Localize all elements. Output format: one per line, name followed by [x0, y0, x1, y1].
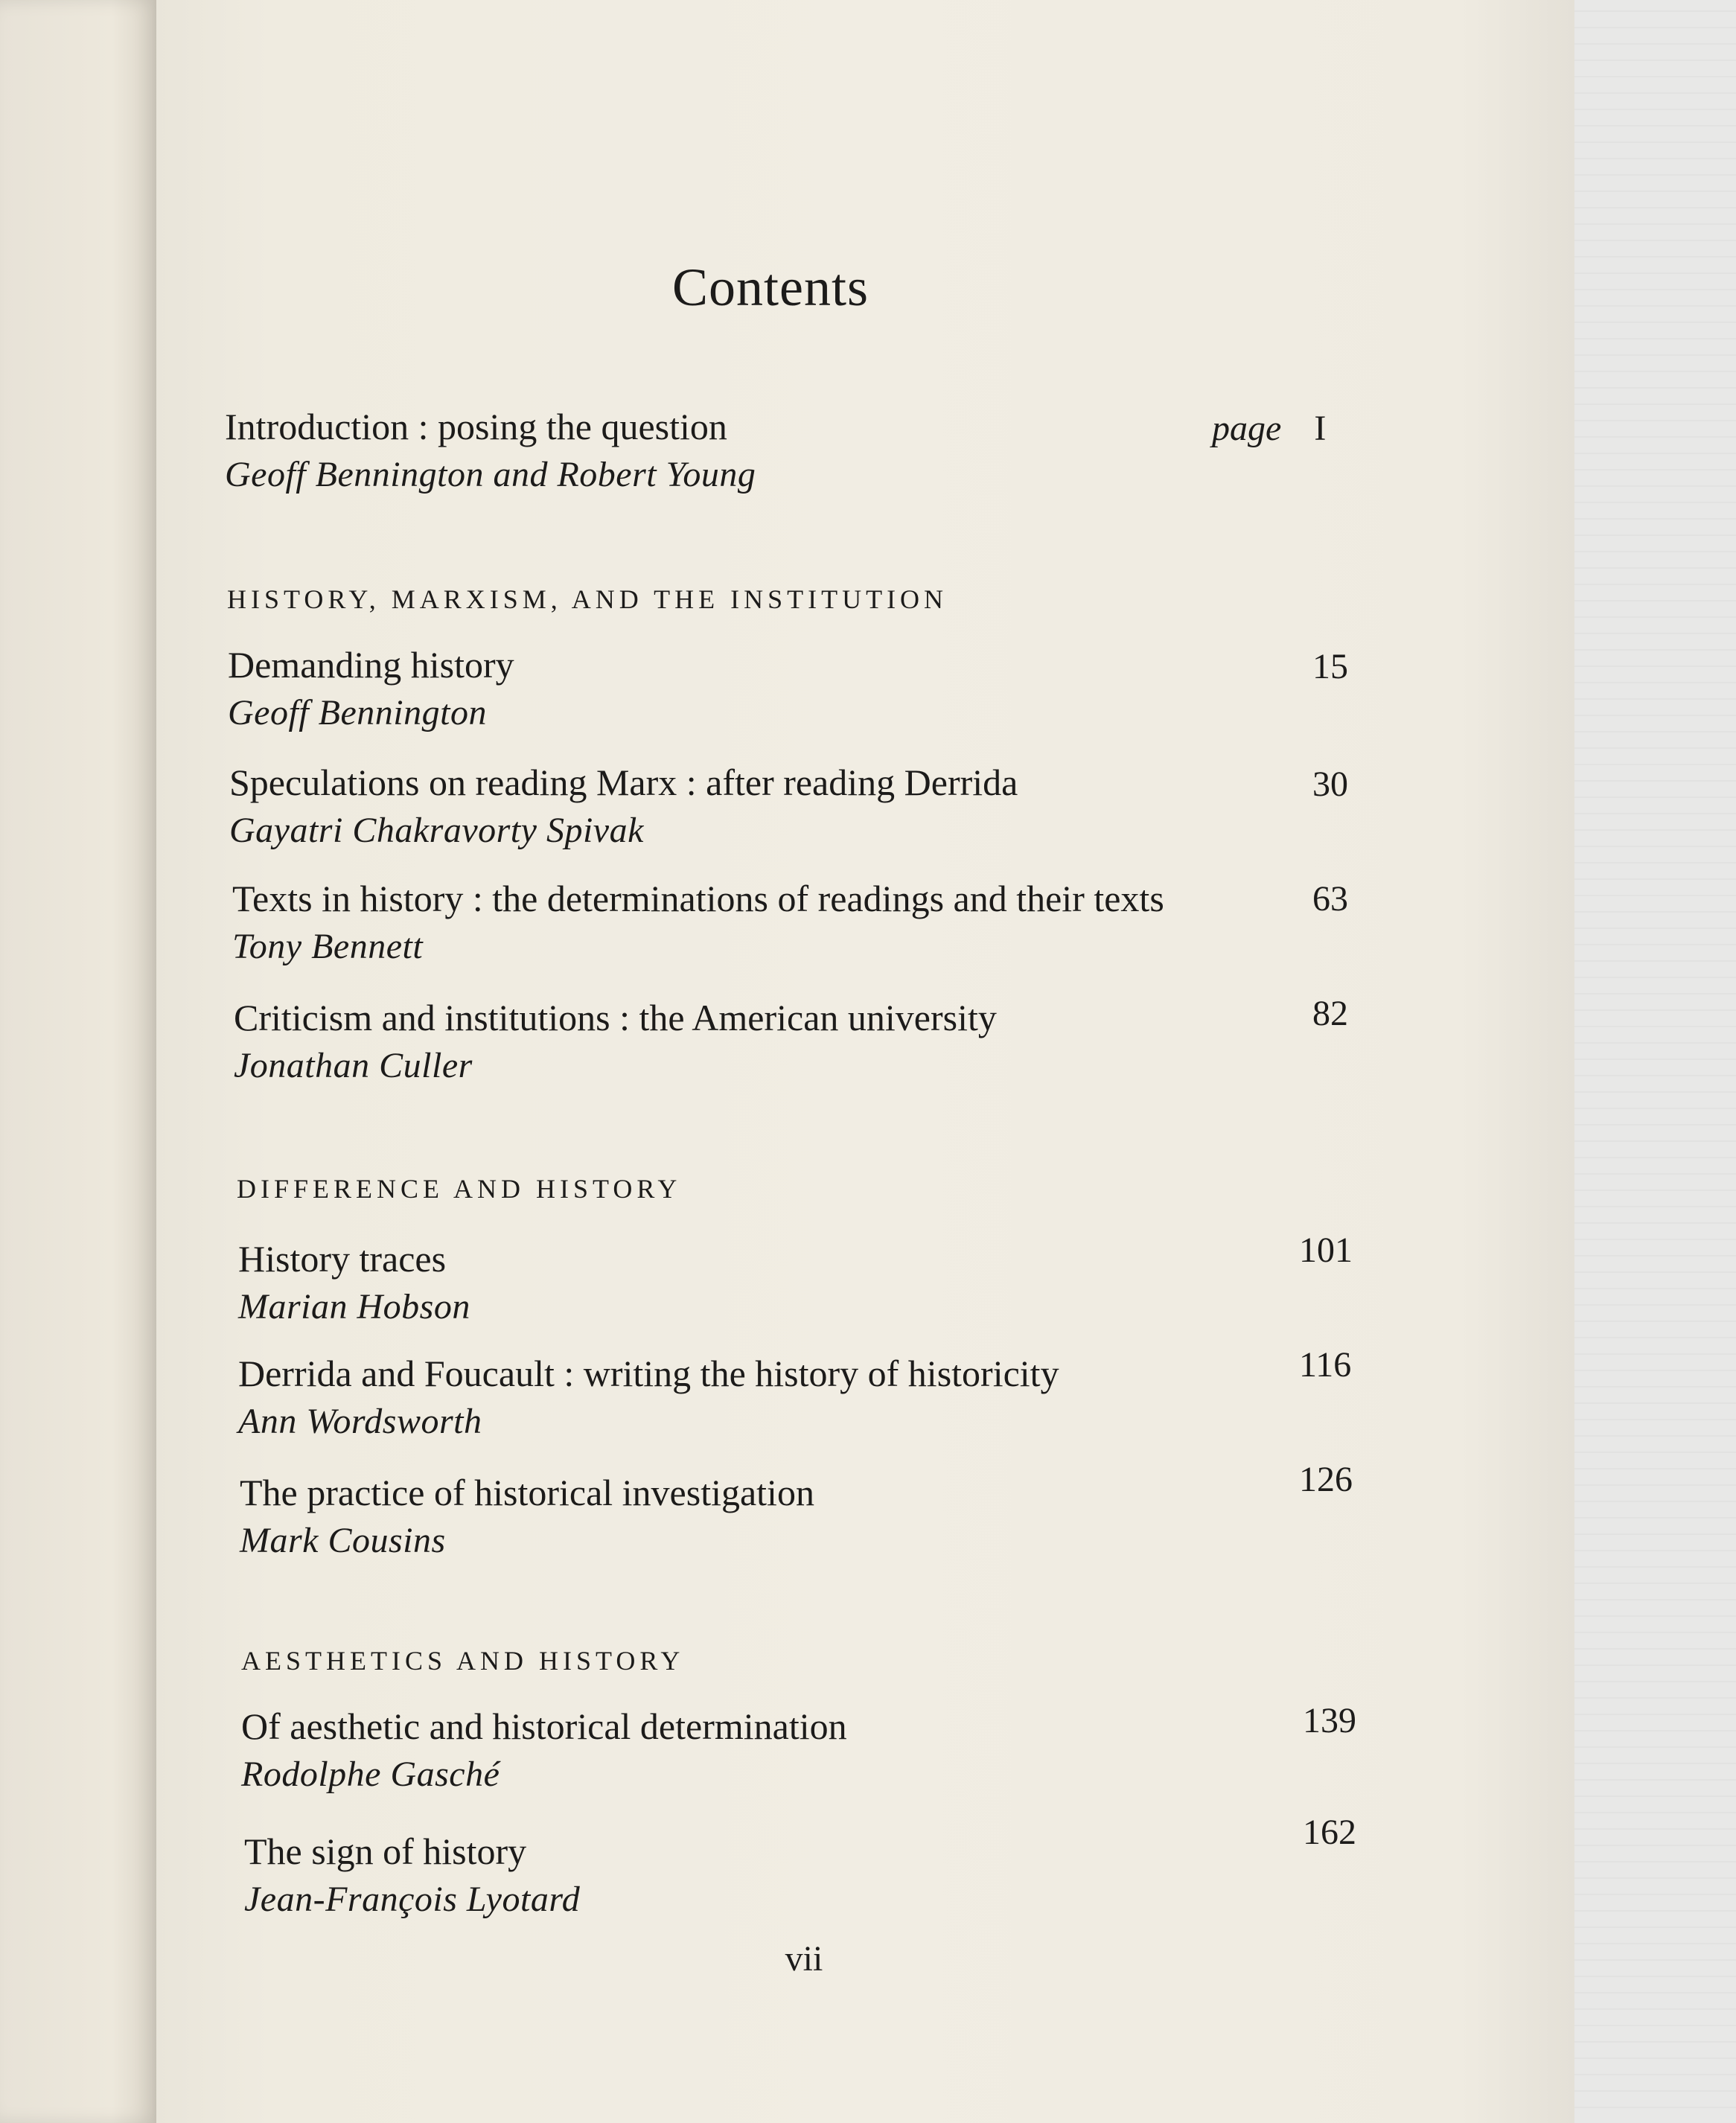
page-number: 15	[1312, 647, 1348, 686]
toc-entry	[238, 1240, 470, 1325]
toc-entry	[234, 999, 997, 1084]
page-title: Contents	[671, 258, 869, 317]
entry-title: Derrida and Foucault : writing the history of historicity	[238, 1353, 1059, 1394]
toc-entry	[229, 764, 1018, 849]
entry-author: Geoff Bennington	[228, 693, 487, 732]
page-number: 101	[1299, 1230, 1353, 1270]
entry-author: Rodolphe Gasché	[241, 1755, 500, 1794]
page-number: 63	[1312, 879, 1348, 919]
page-number: 162	[1303, 1813, 1356, 1852]
entry-title: The sign of history	[244, 1830, 527, 1872]
section-heading: HISTORY, MARXISM, AND THE INSTITUTION	[227, 584, 948, 614]
toc-page-intro	[1212, 408, 1326, 449]
toc-entry	[244, 1830, 581, 1919]
entry-author: Gayatri Chakravorty Spivak	[229, 811, 644, 850]
entry-title: History traces	[238, 1238, 447, 1280]
toc-entry	[241, 1705, 847, 1794]
page-number: 139	[1303, 1701, 1356, 1740]
entry-author: Geoff Bennington and Robert Young	[225, 455, 756, 494]
entry-author: Marian Hobson	[238, 1287, 470, 1327]
entry-title: Introduction : posing the question	[225, 406, 727, 447]
entry-author: Tony Bennett	[232, 927, 424, 966]
entry-title: Texts in history : the determinations of readings and their texts	[232, 878, 1164, 919]
entry-author: Mark Cousins	[240, 1521, 446, 1560]
folio-page-number: vii	[785, 1939, 823, 1979]
page-number: 126	[1299, 1460, 1353, 1499]
entry-title: Of aesthetic and historical determination	[241, 1705, 847, 1747]
section-heading: AESTHETICS AND HISTORY	[241, 1646, 685, 1676]
entry-title: Criticism and institutions : the American university	[234, 997, 997, 1038]
page-number: I	[1314, 409, 1327, 448]
page-number: 30	[1312, 764, 1348, 804]
entry-author: Ann Wordsworth	[238, 1402, 482, 1441]
entry-title: Demanding history	[228, 644, 514, 686]
toc-entry-intro	[225, 408, 756, 493]
entry-title: Speculations on reading Marx : after reading Derrida	[229, 762, 1018, 803]
toc-entry	[232, 880, 1164, 965]
toc-entry	[228, 646, 514, 731]
section-heading: DIFFERENCE AND HISTORY	[237, 1174, 682, 1204]
entry-author: Jean-François Lyotard	[244, 1880, 581, 1919]
page-number: 82	[1312, 994, 1348, 1033]
entry-author: Jonathan Culler	[234, 1046, 473, 1085]
toc-entry	[238, 1355, 1059, 1440]
background-strip	[1574, 0, 1736, 2123]
entry-title: The practice of historical investigation	[240, 1472, 814, 1513]
page-number: 116	[1299, 1345, 1352, 1385]
toc-entry	[240, 1474, 814, 1559]
page-label: page	[1212, 409, 1282, 448]
